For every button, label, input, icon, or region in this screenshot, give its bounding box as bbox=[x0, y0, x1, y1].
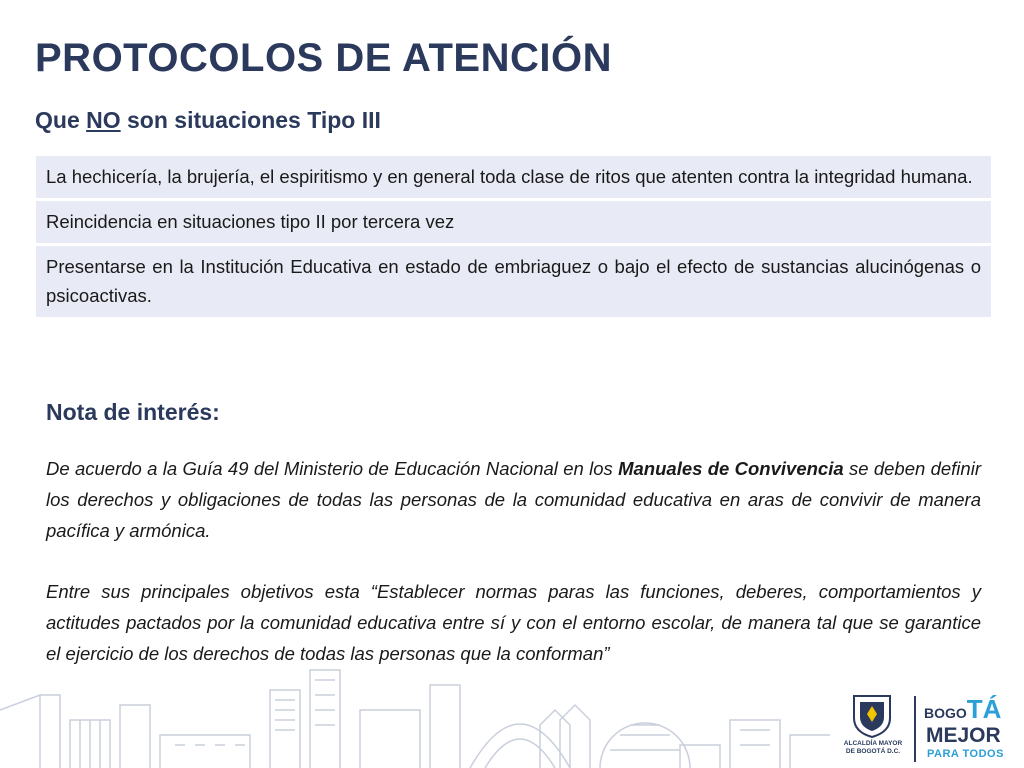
situations-table bbox=[36, 156, 991, 320]
table-row bbox=[36, 156, 991, 200]
bogota-crest-icon bbox=[850, 692, 894, 738]
subtitle-underlined: NO bbox=[86, 107, 121, 133]
para-todos-wordmark: PARA TODOS bbox=[927, 748, 1004, 760]
table-cell: La hechicería, la brujería, el espiritismo y en general toda clase de ritos que atenten contra la integridad humana. bbox=[36, 156, 991, 200]
note-title: Nota de interés: bbox=[46, 399, 220, 425]
alcaldia-line-2: DE BOGOTÁ D.C. bbox=[845, 748, 901, 755]
alcaldia-line-1: ALCALDÍA MAYOR bbox=[843, 740, 903, 747]
note-paragraph-2: Entre sus principales objetivos esta “Establecer normas paras las funciones, deberes, comportamientos y actitudes pactados por la comunidad educativa entre sí y con el entorno escolar, de manera tal que se garantice el ejercicio de los derechos de todas las personas que la conforman” bbox=[46, 581, 981, 664]
subtitle-pre: Que bbox=[35, 107, 87, 133]
table-row bbox=[36, 200, 991, 245]
mejor-wordmark: MEJOR bbox=[926, 724, 1001, 747]
note-p1-bold: Manuales de Convivencia bbox=[618, 458, 844, 479]
note-p1-text-a: De acuerdo a la Guía 49 del Ministerio de Educación Nacional en los bbox=[46, 458, 619, 479]
page-title: PROTOCOLOS DE ATENCIÓN bbox=[35, 36, 612, 80]
note-paragraph-1 bbox=[46, 453, 981, 546]
institution-logos bbox=[840, 692, 1024, 768]
bogota-small: BOGO bbox=[924, 705, 967, 721]
note-p1-text-b: se deben definir los derechos y obligaciones de todas las personas de la comunidad educativa en aras de convivir de manera pacífica y armónica. bbox=[46, 458, 981, 541]
subtitle-post: son situaciones Tipo III bbox=[120, 107, 381, 133]
table-cell: Reincidencia en situaciones tipo II por tercera vez bbox=[36, 200, 991, 245]
city-skyline-illustration bbox=[0, 650, 830, 768]
bogota-big: TÁ bbox=[966, 694, 1002, 724]
bogota-wordmark bbox=[924, 696, 1001, 722]
section-subtitle bbox=[35, 107, 381, 134]
table-cell: Presentarse en la Institución Educativa en estado de embriaguez o bajo el efecto de sustancias alucinógenas o psicoactivas. bbox=[36, 245, 991, 319]
alcaldia-label bbox=[840, 740, 906, 756]
logo-divider bbox=[914, 696, 916, 762]
table-row bbox=[36, 245, 991, 319]
